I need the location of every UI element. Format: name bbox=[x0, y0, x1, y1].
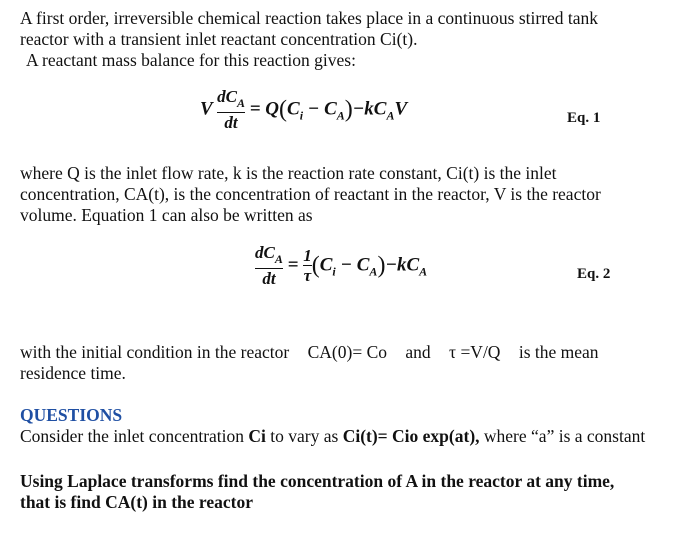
task-line-2: that is find CA(t) in the reactor bbox=[20, 492, 253, 512]
eq1-minus: − bbox=[307, 98, 320, 120]
eq2-label: Eq. 2 bbox=[577, 266, 611, 282]
eq1-tail-v: V bbox=[394, 98, 408, 120]
eq1-c1: C bbox=[287, 98, 300, 120]
q1-text-c: to vary as bbox=[265, 426, 343, 446]
eq2-num: dC bbox=[255, 243, 275, 262]
eq1-derivative bbox=[217, 88, 245, 132]
questions-line-1 bbox=[20, 426, 688, 447]
eq1-tail: −kC bbox=[352, 98, 387, 120]
eq1-den: dt bbox=[217, 112, 245, 132]
eq2-tail-sub: A bbox=[419, 264, 428, 279]
eq1-equals: = bbox=[249, 98, 261, 120]
initial-part-3: and bbox=[405, 342, 431, 362]
where-line-3: volume. Equation 1 can also be written as bbox=[20, 205, 313, 225]
eq2-c2: C bbox=[356, 254, 370, 276]
q1-text-e: where “a” is a constant bbox=[479, 426, 646, 446]
questions-heading: QUESTIONS bbox=[20, 405, 123, 425]
eq2-tail: −kC bbox=[385, 254, 420, 276]
intro-line-3: A reactant mass balance for this reaction gives: bbox=[26, 50, 356, 70]
eq2-frac-num: 1 bbox=[303, 246, 312, 265]
initial-line-1 bbox=[20, 342, 688, 363]
q1-ci: Ci bbox=[248, 426, 266, 446]
eq2-den: dt bbox=[255, 268, 283, 288]
intro-paragraph bbox=[20, 8, 688, 71]
initial-part-4: τ =V/Q bbox=[449, 342, 501, 362]
initial-line-2: residence time. bbox=[20, 363, 126, 383]
eq1-num-sub: A bbox=[236, 96, 245, 110]
eq1-lead-v: V bbox=[200, 98, 213, 120]
q1-ci-function: Ci(t)= Cio exp(at), bbox=[342, 426, 480, 446]
equation-1: V $\frac{dC_A}{dt}$ = $Q(C_i - C_A)-kC_AV$ bbox=[200, 87, 408, 132]
where-paragraph bbox=[20, 163, 688, 226]
eq2-c1: C bbox=[319, 254, 333, 276]
initial-part-5: is the mean bbox=[518, 342, 599, 362]
intro-line-2: reactor with a transient inlet reactant concentration Ci(t). bbox=[20, 29, 418, 49]
eq1-num: dC bbox=[217, 87, 237, 106]
task-paragraph bbox=[20, 471, 688, 513]
initial-condition-paragraph bbox=[20, 342, 688, 384]
eq2-inverse-tau bbox=[303, 247, 312, 285]
where-line-1: where Q is the inlet flow rate, k is the reaction rate constant, Ci(t) is the inlet bbox=[20, 163, 557, 183]
eq1-tail-sub: A bbox=[386, 108, 395, 123]
eq1-q: Q bbox=[265, 98, 280, 120]
eq2-equals: = bbox=[287, 254, 299, 276]
where-line-2: concentration, CA(t), is the concentration of reactant in the reactor, V is the reactor bbox=[20, 184, 601, 204]
eq1-label: Eq. 1 bbox=[567, 110, 601, 126]
q1-text-a: Consider the inlet concentration bbox=[20, 426, 249, 446]
eq2-minus: − bbox=[340, 254, 352, 276]
eq2-c2-sub: A bbox=[369, 264, 378, 279]
eq2-c1-sub: i bbox=[332, 264, 336, 279]
eq1-c1-sub: i bbox=[299, 108, 304, 123]
eq1-c2-sub: A bbox=[336, 108, 345, 123]
task-line-1: Using Laplace transforms find the concentration of A in the reactor at any time, bbox=[20, 471, 615, 491]
eq2-derivative bbox=[255, 244, 283, 288]
equation-2: $\frac{dC_A}{dt}$ = $\frac{1}{\tau}$ $(C_i - C_A)-kC_A$ bbox=[255, 243, 428, 288]
eq1-c2: C bbox=[324, 98, 337, 120]
intro-line-1: A first order, irreversible chemical reaction takes place in a continuous stirred tank bbox=[20, 8, 599, 28]
eq2-num-sub: A bbox=[274, 252, 283, 266]
questions-section bbox=[20, 405, 688, 447]
eq2-frac-den: τ bbox=[303, 266, 312, 285]
initial-part-2: CA(0)= Co bbox=[307, 342, 387, 362]
initial-part-1: with the initial condition in the reactor bbox=[20, 342, 290, 362]
